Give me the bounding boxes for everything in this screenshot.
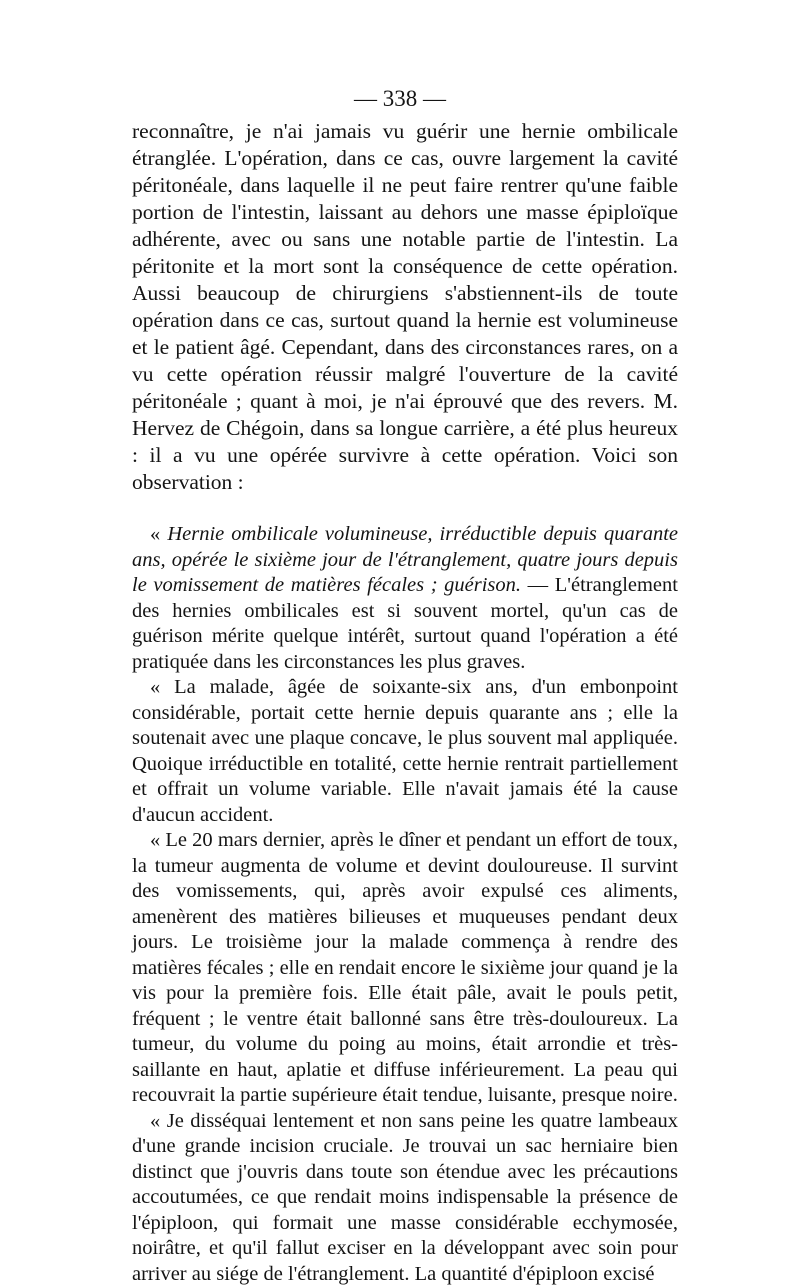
page-number: — 338 —: [0, 86, 800, 112]
observation-paragraph-3: « Je disséquai lentement et non sans peine les quatre lambeaux d'une grande incision cruciale. Je trouvai un sac herniaire bien distinct que j'ouvris dans toute son étendue avec les précautions accoutumées, ce que rendait moins indispensable la présence de l'épiploon, qui formait une masse considérable ecchymosée, noirâtre, et qu'il fallut exciser en la développant avec soin pour arriver au siége de l'étranglement. La quantité d'épiploon excisé: [132, 1109, 678, 1287]
open-quote: «: [150, 523, 167, 545]
intro-paragraph: reconnaître, je n'ai jamais vu guérir une hernie ombilicale étranglée. L'opération, dans ce cas, ouvre largement la cavité péritonéale, dans laquelle il ne peut faire rentrer qu'une faible portion de l'intestin, laissant au dehors une masse épiploïque adhérente, avec ou sans une notable partie de l'intestin. La péritonite et la mort sont la conséquence de cette opération. Aussi beaucoup de chirurgiens s'abstiennent-ils de toute opération dans ce cas, surtout quand la hernie est volumineuse et le patient âgé. Cependant, dans des circonstances rares, on a vu cette opération réussir malgré l'ouverture de la cavité péritonéale ; quant à moi, je n'ai éprouvé que des revers. M. Hervez de Chégoin, dans sa longue carrière, a été plus heureux : il a vu une opérée survivre à cette opération. Voici son observation :: [132, 118, 678, 496]
paragraph-gap: [132, 496, 678, 522]
observation-paragraph-2: « Le 20 mars dernier, après le dîner et pendant un effort de toux, la tumeur augmenta de volume et devint douloureuse. Il survint des vomissements, qui, après avoir expulsé ces aliments, amenèrent des matières bilieuses et muqueuses pendant deux jours. Le troisième jour la malade commença à rendre des matières fécales ; elle en rendait encore le sixième jour quand je la vis pour la première fois. Elle était pâle, avait le pouls petit, fréquent ; le ventre était ballonné sans être très-douloureux. La tumeur, du volume du poing au moins, était arrondie et très-saillante en haut, aplatie et diffuse inférieurement. La peau qui recouvrait la partie supérieure était tendue, luisante, presque noire.: [132, 828, 678, 1109]
observation-paragraph-1: « La malade, âgée de soixante-six ans, d'un embonpoint considérable, portait cette hernie depuis quarante ans ; elle la soutenait avec une plaque concave, le plus souvent mal appliquée. Quoique irréductible en totalité, cette hernie rentrait partiellement et offrait un volume variable. Elle n'avait jamais été la cause d'aucun accident.: [132, 675, 678, 828]
body-text: [132, 118, 678, 1287]
observation-title: Hernie ombilicale volumineuse, irréductible depuis quarante ans, opérée le sixième jour de l'étranglement, quatre jours depuis le vomissement de matières fécales ; guérison.: [132, 523, 678, 596]
observation-title-rest: — L'étranglement des hernies ombilicales est si souvent mortel, qu'un cas de guérison mérite quelque intérêt, surtout quand l'opération a été pratiquée dans les circonstances les plus graves.: [132, 574, 678, 673]
observation-heading-paragraph: [132, 522, 678, 675]
